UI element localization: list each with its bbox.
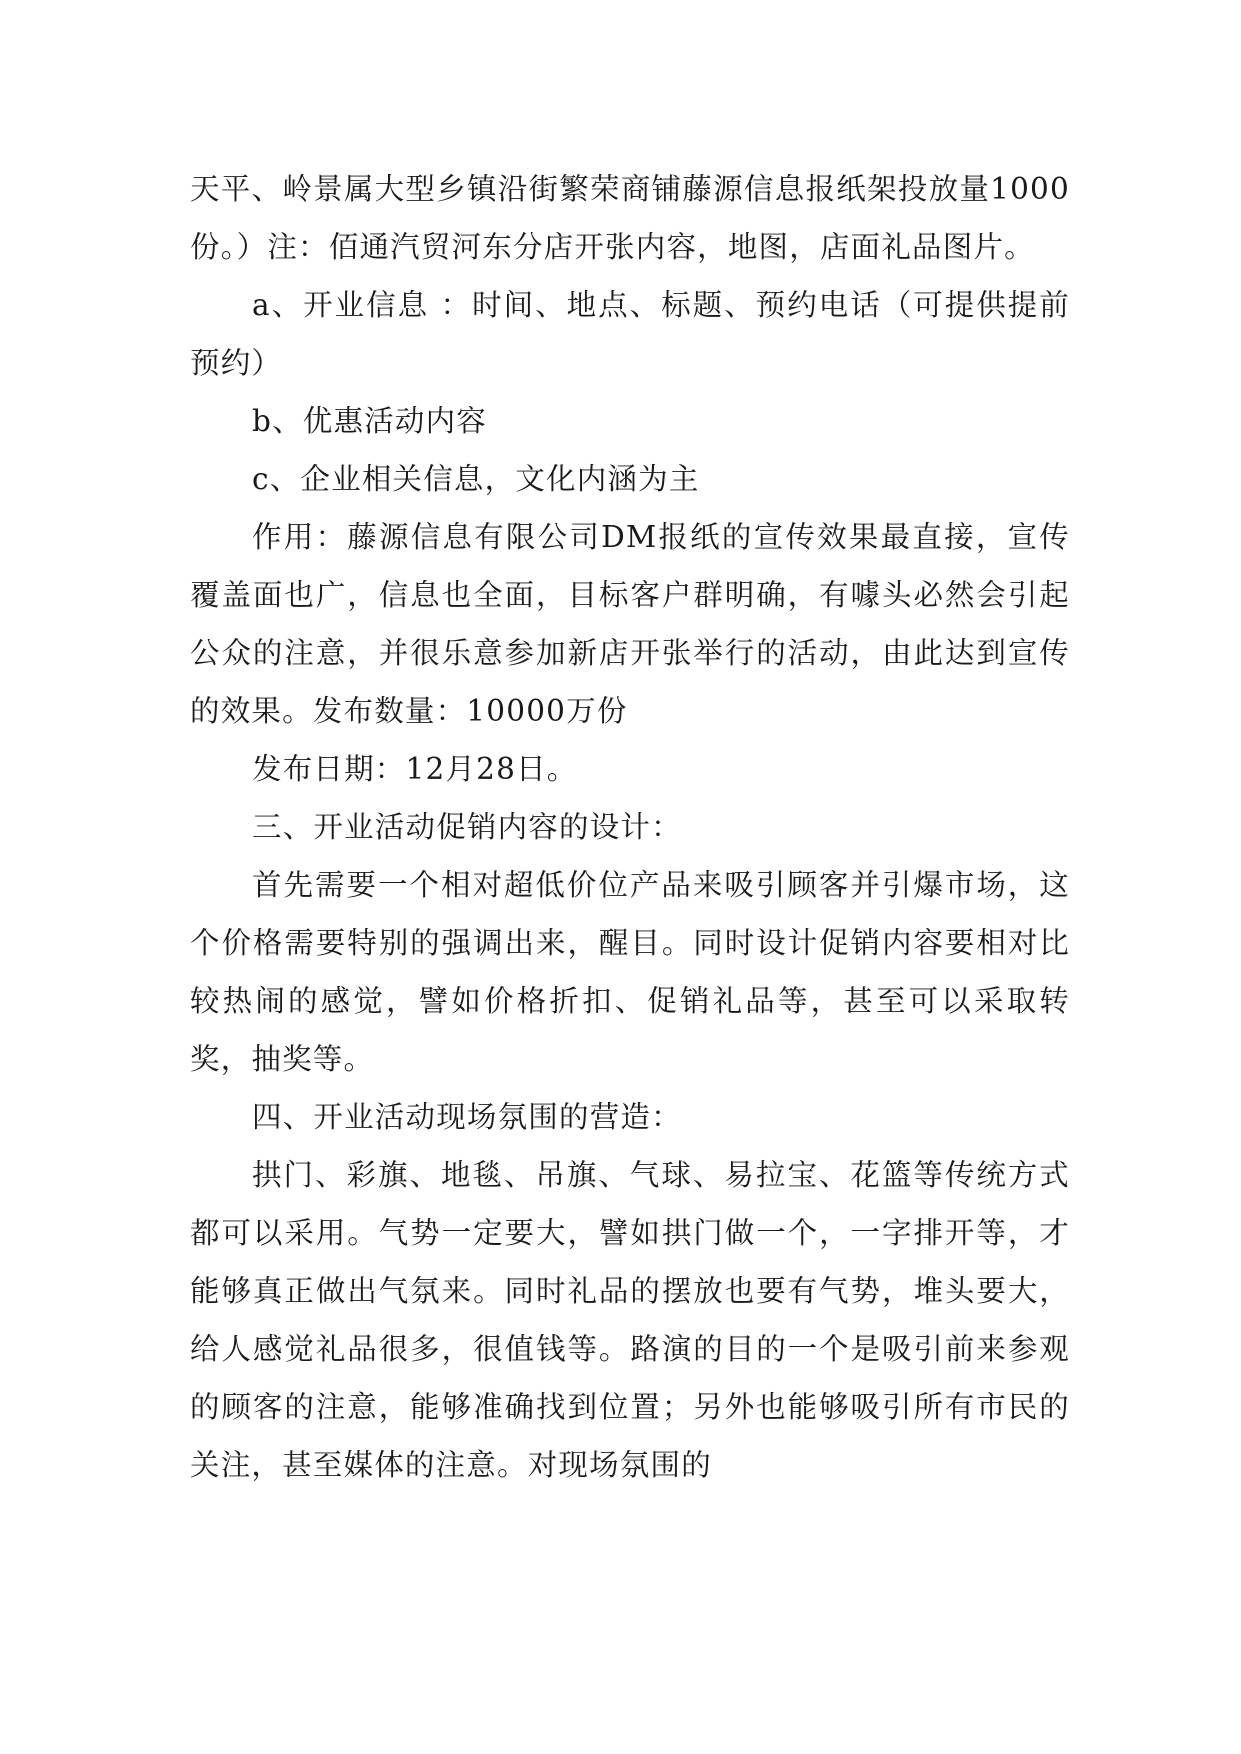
document-body bbox=[190, 160, 1070, 1494]
paragraph-atmosphere: 拱门、彩旗、地毯、吊旗、气球、易拉宝、花篮等传统方式都可以采用。气势一定要大，譬如拱门做一个，一字排开等，才能够真正做出气氛来。同时礼品的摆放也要有气势，堆头要大，给人感觉礼品很多，很值钱等。路演的目的一个是吸引前来参观的顾客的注意，能够准确找到位置；另外也能够吸引所有市民的关注，甚至媒体的注意。对现场氛围的 bbox=[190, 1158, 1070, 1482]
section-heading-atmosphere: 四、开业活动现场氛围的营造： bbox=[252, 1100, 682, 1134]
paragraph-promotion-content: b、优惠活动内容 bbox=[252, 404, 487, 438]
paragraph-promotion-design: 首先需要一个相对超低价位产品来吸引顾客并引爆市场，这个价格需要特别的强调出来，醒目。同时设计促销内容要相对比较热闹的感觉，譬如价格折扣、促销礼品等，甚至可以采取转奖，抽奖等。 bbox=[190, 868, 1070, 1076]
paragraph-release-date: 发布日期：12月28日。 bbox=[252, 752, 578, 786]
paragraph-distribution: 天平、岭景属大型乡镇沿街繁荣商铺藤源信息报纸架投放量1000份。）注：佰通汽贸河东分店开张内容，地图，店面礼品图片。 bbox=[190, 172, 1070, 264]
paragraph-opening-info: a、开业信息 ：时间、地点、标题、预约电话（可提供提前预约） bbox=[190, 288, 1070, 380]
paragraph-company-info: c、企业相关信息，文化内涵为主 bbox=[252, 462, 700, 496]
paragraph-effect: 作用：藤源信息有限公司DM报纸的宣传效果最直接，宣传覆盖面也广，信息也全面，目标客户群明确，有噱头必然会引起公众的注意，并很乐意参加新店开张举行的活动，由此达到宣传的效果。发布数量：10000万份 bbox=[190, 520, 1070, 728]
section-heading-promotion-design: 三、开业活动促销内容的设计： bbox=[252, 810, 682, 844]
